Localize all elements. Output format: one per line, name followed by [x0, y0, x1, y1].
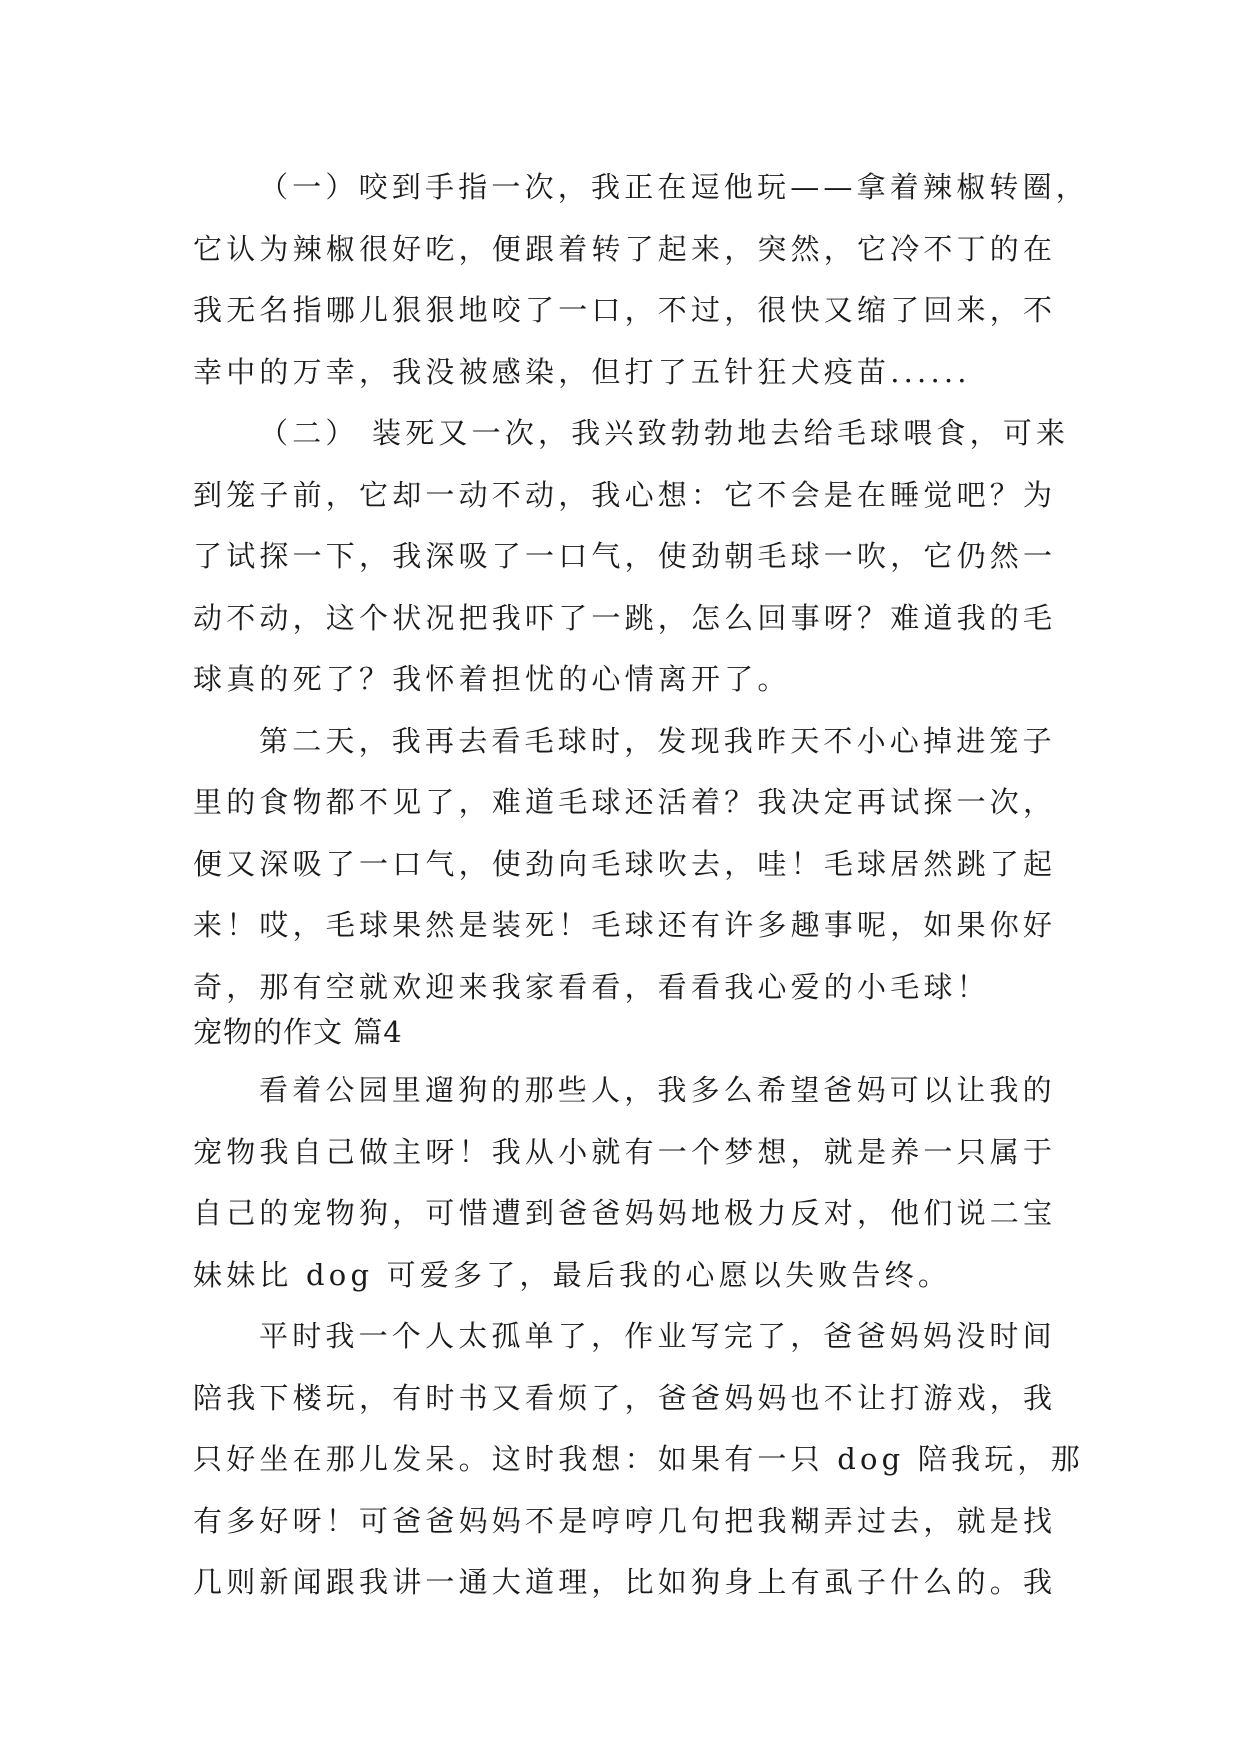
text-line: 几则新闻跟我讲一通大道理，比如狗身上有虱子什么的。我 [193, 1565, 1057, 1599]
text-line: 它认为辣椒很好吃，便跟着转了起来，突然，它冷不丁的在 [193, 231, 1057, 266]
text-line: 我无名指哪儿狠狠地咬了一口，不过，很快又缩了回来，不 [193, 293, 1057, 327]
text-line: （一）咬到手指一次，我正在逗他玩——拿着辣椒转圈， [259, 170, 1090, 204]
text-line: 陪我下楼玩，有时书又看烦了，爸爸妈妈也不让打游戏，我 [193, 1380, 1057, 1415]
text-line: 第二天，我再去看毛球时，发现我昨天不小心掉进笼子 [259, 723, 1056, 758]
text-line: 动不动，这个状况把我吓了一跳，怎么回事呀？难道我的毛 [193, 600, 1057, 635]
text-line: 里的食物都不见了，难道毛球还活着？我决定再试探一次， [193, 785, 1057, 819]
text-line: 幸中的万幸，我没被感染，但打了五针狂犬疫苗...... [193, 354, 971, 389]
text-line: （二） 装死又一次，我兴致勃勃地去给毛球喂食，可来 [259, 416, 1070, 450]
text-line: 妹妹比 dog 可爱多了，最后我的心愿以失败告终。 [193, 1257, 952, 1292]
text-line: 奇，那有空就欢迎来我家看看，看看我心爱的小毛球！ [193, 969, 990, 1004]
document-body [193, 157, 1090, 1614]
text-line: 了试探一下，我深吸了一口气，使劲朝毛球一吹，它仍然一 [193, 539, 1057, 573]
text-line: 看着公园里遛狗的那些人，我多么希望爸妈可以让我的 [259, 1073, 1056, 1107]
text-line: 有多好呀！可爸爸妈妈不是哼哼几句把我糊弄过去，就是找 [193, 1503, 1057, 1538]
text-line: 到笼子前，它却一动不动，我心想：它不会是在睡觉吧？为 [193, 477, 1057, 512]
text-line: 球真的死了？我怀着担忧的心情离开了。 [193, 662, 791, 696]
text-line: 自己的宠物狗，可惜遭到爸爸妈妈地极力反对，他们说二宝 [193, 1196, 1057, 1230]
text-line: 平时我一个人太孤单了，作业写完了，爸爸妈妈没时间 [259, 1319, 1056, 1353]
text-line: 便又深吸了一口气，使劲向毛球吹去，哇！毛球居然跳了起 [193, 846, 1057, 881]
text-line: 只好坐在那儿发呆。这时我想：如果有一只 dog 陪我玩，那 [193, 1442, 1084, 1476]
text-line: 来！哎，毛球果然是装死！毛球还有许多趣事呢，如果你好 [193, 908, 1057, 942]
section-heading: 宠物的作文 篇4 [193, 1015, 403, 1049]
text-line: 宠物我自己做主呀！我从小就有一个梦想，就是养一只属于 [193, 1134, 1057, 1169]
